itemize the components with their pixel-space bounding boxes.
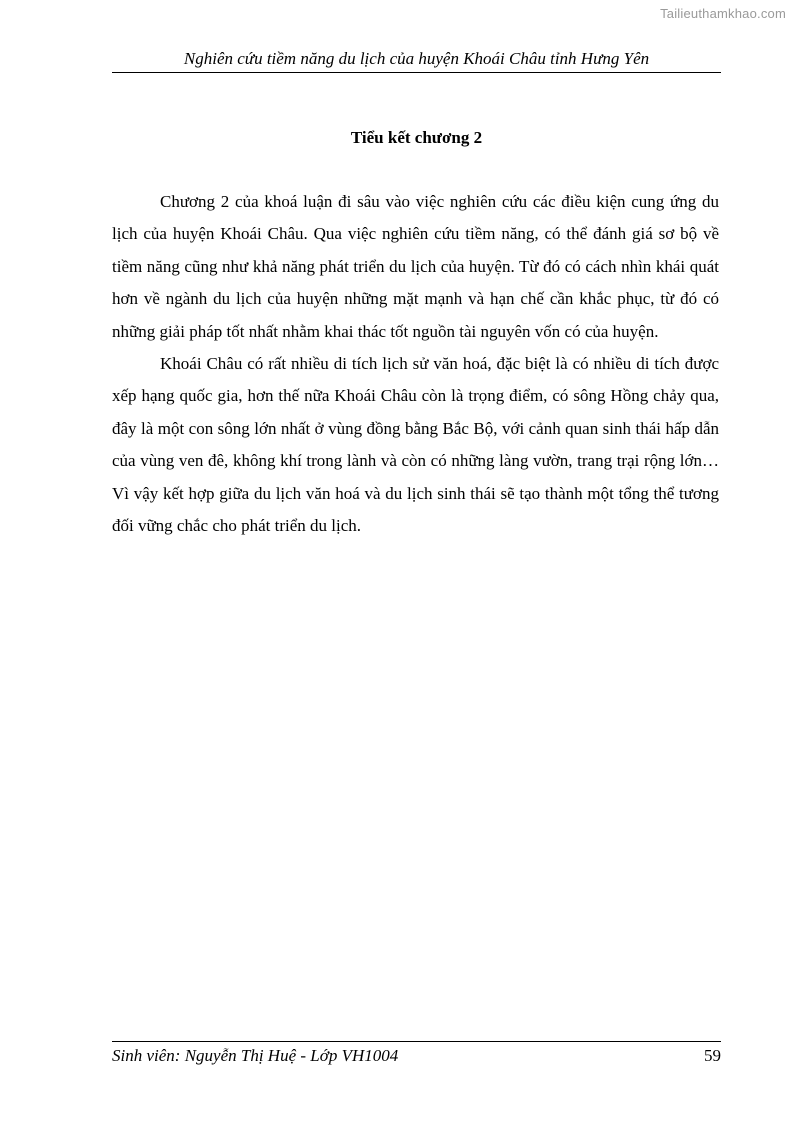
page-number: 59 <box>704 1046 721 1065</box>
watermark: Tailieuthamkhao.com <box>660 6 786 21</box>
paragraph: Khoái Châu có rất nhiều di tích lịch sử văn hoá, đặc biệt là có nhiều di tích được xếp hạng quốc gia, hơn thế nữa Khoái Châu còn là trọng điểm, có sông Hồng chảy qua, đây là một con sông lớn nhất ở vùng đồng bằng Bắc Bộ, với cảnh quan sinh thái hấp dẫn của vùng ven đê, không khí trong lành và còn có những làng vườn, trang trại rộng lớn…Vì vậy kết hợp giữa du lịch văn hoá và du lịch sinh thái sẽ tạo thành một tổng thể tương đối vững chắc cho phát triển du lịch. <box>112 354 719 536</box>
section-title: Tiểu kết chương 2 <box>350 128 483 147</box>
section-body <box>112 186 719 542</box>
page-footer <box>112 1041 721 1067</box>
paragraph: Chương 2 của khoá luận đi sâu vào việc nghiên cứu các điều kiện cung ứng du lịch của huyện Khoái Châu. Qua việc nghiên cứu tiềm năng, có thể đánh giá sơ bộ về tiềm năng cũng như khả năng phát triển du lịch của huyện. Từ đó có cách nhìn khái quát hơn về ngành du lịch của huyện những mặt mạnh và hạn chế cần khắc phục, từ đó có những giải pháp tốt nhất nhằm khai thác tốt nguồn tài nguyên vốn có của huyện. <box>112 192 719 341</box>
page-header: Nghiên cứu tiềm năng du lịch của huyện Khoái Châu tỉnh Hưng Yên <box>112 48 721 73</box>
footer-student-info: Sinh viên: Nguyễn Thị Huệ - Lớp VH1004 <box>112 1046 399 1065</box>
